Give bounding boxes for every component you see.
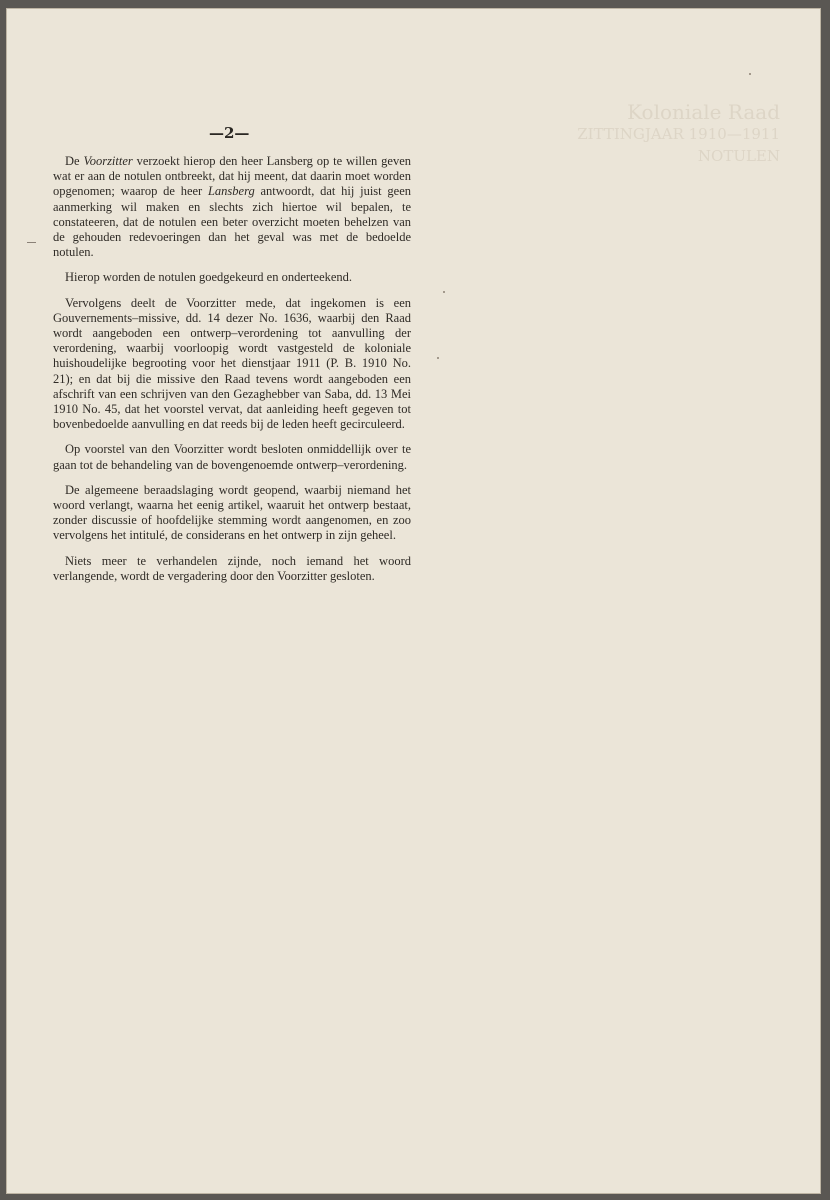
body-text [53, 154, 411, 594]
text-run: Hierop worden de notulen goedgekeurd en onderteekend. [65, 270, 353, 285]
page-number: —2— [209, 124, 250, 142]
show-through-line: Koloniale Raad [627, 100, 780, 124]
text-run: De [65, 154, 84, 168]
text-run: verzoekt hierop den heer Lansberg op te willen geven wat er aan de notulen ontbreekt, dat hij meent, dat daarin moet worden opgenomen; waarop de heer [53, 154, 411, 199]
paper-speck [443, 291, 445, 293]
italic-name: Lansberg [207, 184, 255, 199]
show-through-line: ZITTINGJAAR 1910—1911 [577, 125, 780, 143]
text-run: De algemeene beraadslaging wordt geopend, waarbij niemand het woord verlangt, waarna het eenig artikel, waaruit het ontwerp bestaat, zonder discussie of hoofdelijke stemming wordt aangenomen, en zoo vervolgens het intitulé, de considerans en het ontwerp in zijn geheel. [53, 482, 411, 543]
show-through-text [550, 101, 780, 167]
margin-mark [27, 242, 36, 243]
italic-name: Voorzitter [83, 154, 133, 168]
paragraph [53, 442, 411, 472]
paragraph [53, 154, 411, 260]
paper-speck [749, 73, 751, 75]
paragraph [53, 483, 411, 544]
text-run: Vervolgens deelt de Voorzitter mede, dat ingekomen is een Gouvernements–missive, dd. 14 dezer No. 1636, waarbij den Raad wordt aangeboden een ontwerp–verordening tot aanvulling der verordening, waarbij voorloopig wordt vastgesteld de koloniale huishoudelijke begrooting voor het dienstjaar 1911 (P. B. 1910 No. 21); en dat bij die missive den Raad tevens wordt aangeboden een afschrift van een schrijven van den Gezaghebber van Saba, dd. 13 Mei 1910 No. 45, dat het voorstel vervat, dat aanleiding heeft gegeven tot bovenbedoelde aanvulling en dat reeds bij de leden heeft gecirculeerd. [53, 295, 411, 432]
paragraph [53, 270, 411, 285]
text-run: Op voorstel van den Voorzitter wordt besloten onmiddellijk over te gaan tot de behandeling van de bovengenoemde ontwerp–verordening. [53, 442, 411, 472]
text-run: Niets meer te verhandelen zijnde, noch iemand het woord verlangende, wordt de vergadering door den Voorzitter gesloten. [53, 553, 411, 583]
paper-speck [437, 357, 439, 359]
paragraph [53, 296, 411, 433]
show-through-line: NOTULEN [697, 147, 780, 165]
document-page [6, 8, 821, 1194]
paragraph [53, 554, 411, 584]
text-run: antwoordt, dat hij juist geen aanmerking wil maken en slechts zich hiertoe wil bepalen, te constateeren, dat de notulen een beter overzicht moeten behelzen van de gehouden redevoeringen dan het geval was met de bedoelde notulen. [53, 184, 411, 260]
